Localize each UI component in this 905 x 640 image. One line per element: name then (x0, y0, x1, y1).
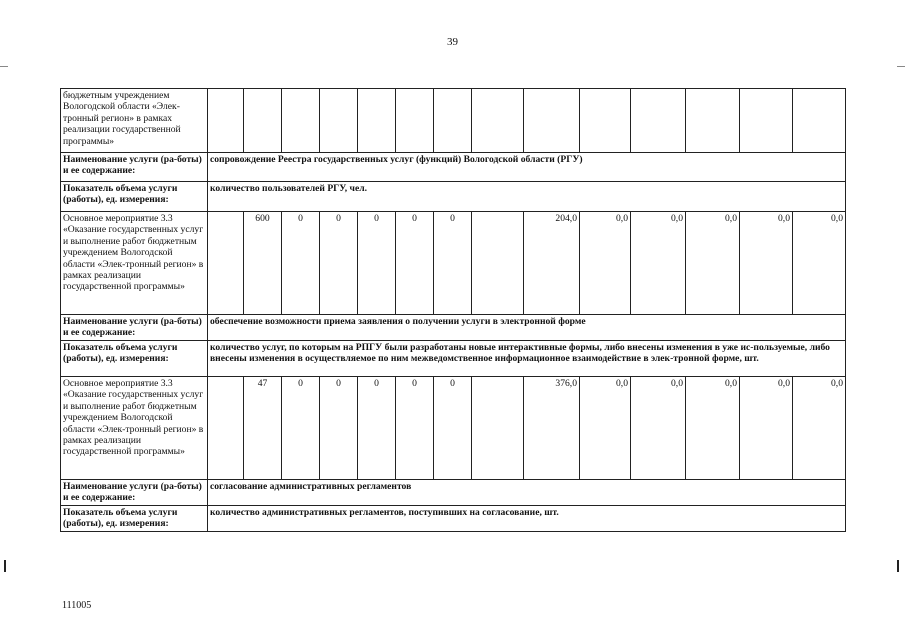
table-row (61, 506, 846, 532)
value-cell (208, 212, 244, 315)
value-cell: 0 (358, 377, 396, 480)
value-cell: 0,0 (580, 377, 631, 480)
table-row (61, 153, 846, 182)
value-cell: 0,0 (740, 212, 793, 315)
value-cell: 0 (282, 377, 320, 480)
value-cell: 0 (358, 212, 396, 315)
value-cell: 0,0 (686, 377, 740, 480)
value-cell: 0,0 (631, 377, 686, 480)
table-row (61, 341, 846, 377)
value-cell: 0 (434, 212, 472, 315)
table-row (61, 89, 846, 153)
value-cell: 0 (320, 377, 358, 480)
indicator-value: количество административных регламентов, поступивших на согласование, шт. (208, 506, 846, 532)
scan-edge-mark (0, 66, 8, 67)
value-cell: 0 (282, 212, 320, 315)
value-cell: 0,0 (631, 212, 686, 315)
value-cell: 0,0 (793, 212, 846, 315)
value-cell: 0 (320, 212, 358, 315)
indicator-label: Показатель объема услуги (работы), ед. измерения: (61, 506, 208, 532)
value-cell (208, 377, 244, 480)
scan-edge-mark (897, 66, 905, 67)
service-name-value: обеспечение возможности приема заявления о получении услуги в электронной форме (208, 315, 846, 341)
scan-edge-mark (4, 560, 6, 572)
value-cell: 0 (396, 377, 434, 480)
value-cell: 0 (396, 212, 434, 315)
value-cell: 600 (244, 212, 282, 315)
value-cell: 0,0 (580, 212, 631, 315)
value-cell: 204,0 (524, 212, 580, 315)
event-label: Основное мероприятие 3.3 «Оказание государственных услуг и выполнение работ бюджетным учреждением Вологодской области «Элек-тронный регион» в рамках реализации государственной программы» (61, 377, 208, 480)
value-cell: 0,0 (793, 377, 846, 480)
page-number: 39 (447, 36, 458, 48)
value-cell (472, 212, 524, 315)
table-row (61, 182, 846, 212)
value-cell: 0,0 (740, 377, 793, 480)
indicator-label: Показатель объема услуги (работы), ед. измерения: (61, 182, 208, 212)
service-name-value: согласование административных регламентов (208, 480, 846, 506)
value-cell: 47 (244, 377, 282, 480)
table-row (61, 480, 846, 506)
service-name-value: сопровождение Реестра государственных услуг (функций) Вологодской области (РГУ) (208, 153, 846, 182)
value-cell: 0 (434, 377, 472, 480)
service-name-label: Наименование услуги (ра-боты) и ее содержание: (61, 153, 208, 182)
indicator-value: количество пользователей РГУ, чел. (208, 182, 846, 212)
indicator-label: Показатель объема услуги (работы), ед. измерения: (61, 341, 208, 377)
service-table (60, 88, 846, 532)
event-label: бюджетным учреждением Вологодской области «Элек-тронный регион» в рамках реализации государственной программы» (61, 89, 208, 153)
event-label: Основное мероприятие 3.3 «Оказание государственных услуг и выполнение работ бюджетным учреждением Вологодской области «Элек-тронный регион» в рамках реализации государственной программы» (61, 212, 208, 315)
indicator-value: количество услуг, по которым на РПГУ были разработаны новые интерактивные формы, либо внесены изменения в уже ис-пользуемые, либо внесены изменения в осуществляемое по ним межведомственное информационное взаимодействие в элек-тронной форме, шт. (208, 341, 846, 377)
service-name-label: Наименование услуги (ра-боты) и ее содержание: (61, 315, 208, 341)
value-cell: 0,0 (686, 212, 740, 315)
table-row (61, 212, 846, 315)
value-cell: 376,0 (524, 377, 580, 480)
table-row (61, 315, 846, 341)
scan-edge-mark (897, 560, 899, 572)
footer-code: 111005 (62, 600, 92, 611)
table-row (61, 377, 846, 480)
value-cell (472, 377, 524, 480)
service-name-label: Наименование услуги (ра-боты) и ее содержание: (61, 480, 208, 506)
